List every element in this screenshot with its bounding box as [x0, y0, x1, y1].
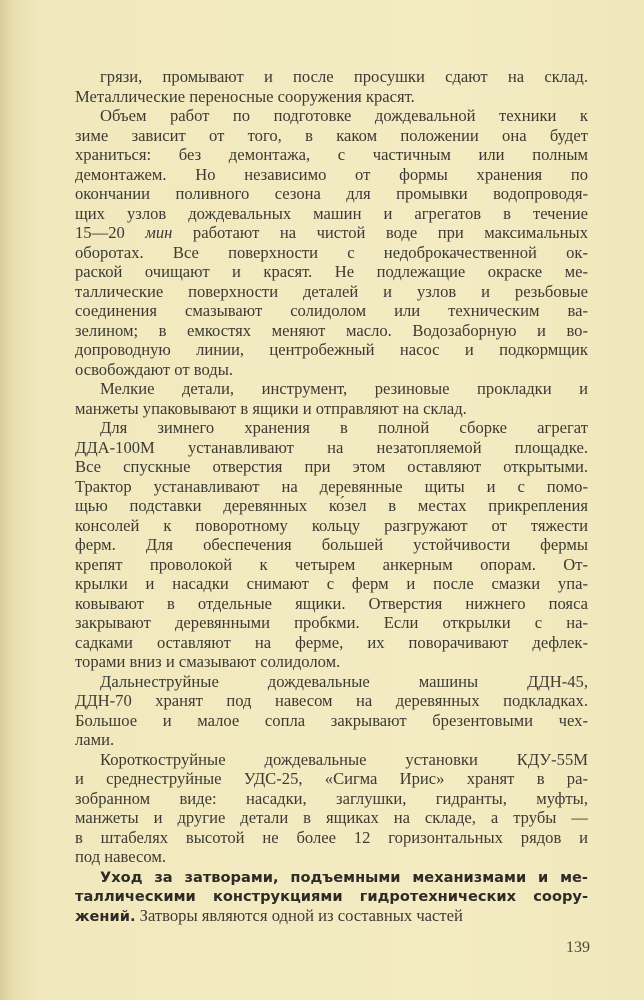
text-line: Металлические переносные сооружения красят.: [75, 86, 415, 106]
text-line: допроводную линии, центробежный насос и подкормщик: [75, 340, 588, 359]
paragraph: [75, 379, 588, 418]
text-line: крылки и насадки снимают с ферм и после смазки упа-: [75, 574, 588, 593]
text-line: ковывают в отдельные ящики. Отверстия нижнего пояса: [75, 593, 588, 613]
text-line: крепят проволокой к четырем анкерным опорам. От-: [75, 554, 588, 574]
text-line: [75, 906, 588, 926]
text-line: Большое и малое сопла закрывают брезентовыми чех-: [75, 710, 588, 730]
text-line: таллические поверхности деталей и узлов и резьбовые: [75, 281, 588, 301]
paragraph: [75, 672, 588, 750]
text-line: освобождают от воды.: [75, 359, 234, 379]
text-line: Мелкие детали, инструмент, резиновые прокладки и: [100, 379, 588, 398]
paragraph: [75, 867, 588, 926]
text-line: [75, 867, 588, 887]
text-segment: 15—20: [75, 223, 146, 242]
text-line: грязи, промывают и после просушки сдают на склад.: [100, 67, 588, 86]
text-line: зиме зависит от того, в каком положении она будет: [75, 125, 588, 145]
text-line: закрывают деревянными пробкми. Если открылки с на-: [75, 613, 588, 632]
page-number: 139: [566, 939, 590, 956]
bold-heading-text: таллическими конструкциями гидротехнических соору-: [75, 888, 588, 905]
text-line: и среднеструйные УДС-25, «Сигма Ирис» хранят в ра-: [75, 769, 588, 788]
text-line: [75, 886, 588, 906]
text-line: ДДН-70 хранят под навесом на деревянных подкладках.: [75, 691, 588, 710]
text-line: Дальнеструйные дождевальные машины ДДН-45,: [100, 671, 588, 691]
bold-heading-text: Уход за затворами, подъемными механизмами и ме-: [100, 868, 588, 886]
text-line: храниться: без демонтажа, с частичным или полным: [75, 145, 588, 164]
text-line: под навесом.: [75, 847, 167, 866]
text-line: ДДА-100М устанавливают на незатопляемой площадке.: [75, 437, 588, 457]
text-line: щью подставки деревянных ко́зел в местах прикрепления: [75, 496, 588, 515]
bold-heading-text: жений.: [75, 907, 136, 925]
text-line: ферм. Для обеспечения большей устойчивости фермы: [75, 535, 588, 554]
paragraph: [75, 67, 588, 106]
page-body: [75, 67, 588, 925]
text-line: раской очищают и красят. Не подлежащие окраске ме-: [75, 262, 588, 281]
text-line: соединения смазывают солидолом или техническим ва-: [75, 301, 588, 320]
text-line: щих узлов дождевальных машин и агрегатов в течение: [75, 203, 588, 223]
paragraph: [75, 750, 588, 867]
text-line: садками оставляют на ферме, их поворачивают дефлек-: [75, 632, 588, 652]
text-segment: работают на чистой воде при максимальных: [172, 223, 588, 242]
text-line: манжеты и другие детали в ящиках на складе, а трубы —: [75, 808, 588, 827]
text-line: окончании поливного сезона для промывки водопроводя-: [75, 184, 588, 203]
text-line: Все спускные отверстия при этом оставляют открытыми.: [75, 457, 588, 476]
text-line: Объем работ по подготовке дождевальной техники к: [100, 106, 588, 125]
italic-unit-text: мин: [145, 223, 173, 242]
text-line: лами.: [75, 730, 115, 749]
text-line: Короткоструйные дождевальные установки КДУ-55М: [100, 749, 588, 769]
text-line: зелином; в емкостях меняют масло. Водозаборную и во-: [75, 320, 588, 340]
text-line: зобранном виде: насадки, заглушки, гидранты, муфты,: [75, 788, 588, 808]
text-segment: Затворы являются одной из составных частей: [135, 905, 463, 925]
paragraph: [75, 418, 588, 672]
text-line: демонтажем. Но независимо от формы хранения по: [75, 164, 588, 184]
text-line: консолей к поворотному кольцу разгружают от тяжести: [75, 515, 588, 535]
text-line: оборотах. Все поверхности с недоброкачественной ок-: [75, 242, 588, 262]
text-line: в штабелях высотой не более 12 горизонтальных рядов и: [75, 827, 588, 847]
paragraph: [75, 106, 588, 379]
text-line: Трактор устанавливают на деревянные щиты и с помо-: [75, 476, 588, 496]
text-line: Для зимнего хранения в полной сборке агрегат: [100, 418, 588, 437]
text-line: манжеты упаковывают в ящики и отправляют на склад.: [75, 398, 467, 418]
text-line: торами вниз и смазывают солидолом.: [75, 652, 341, 671]
text-line: [75, 223, 588, 243]
